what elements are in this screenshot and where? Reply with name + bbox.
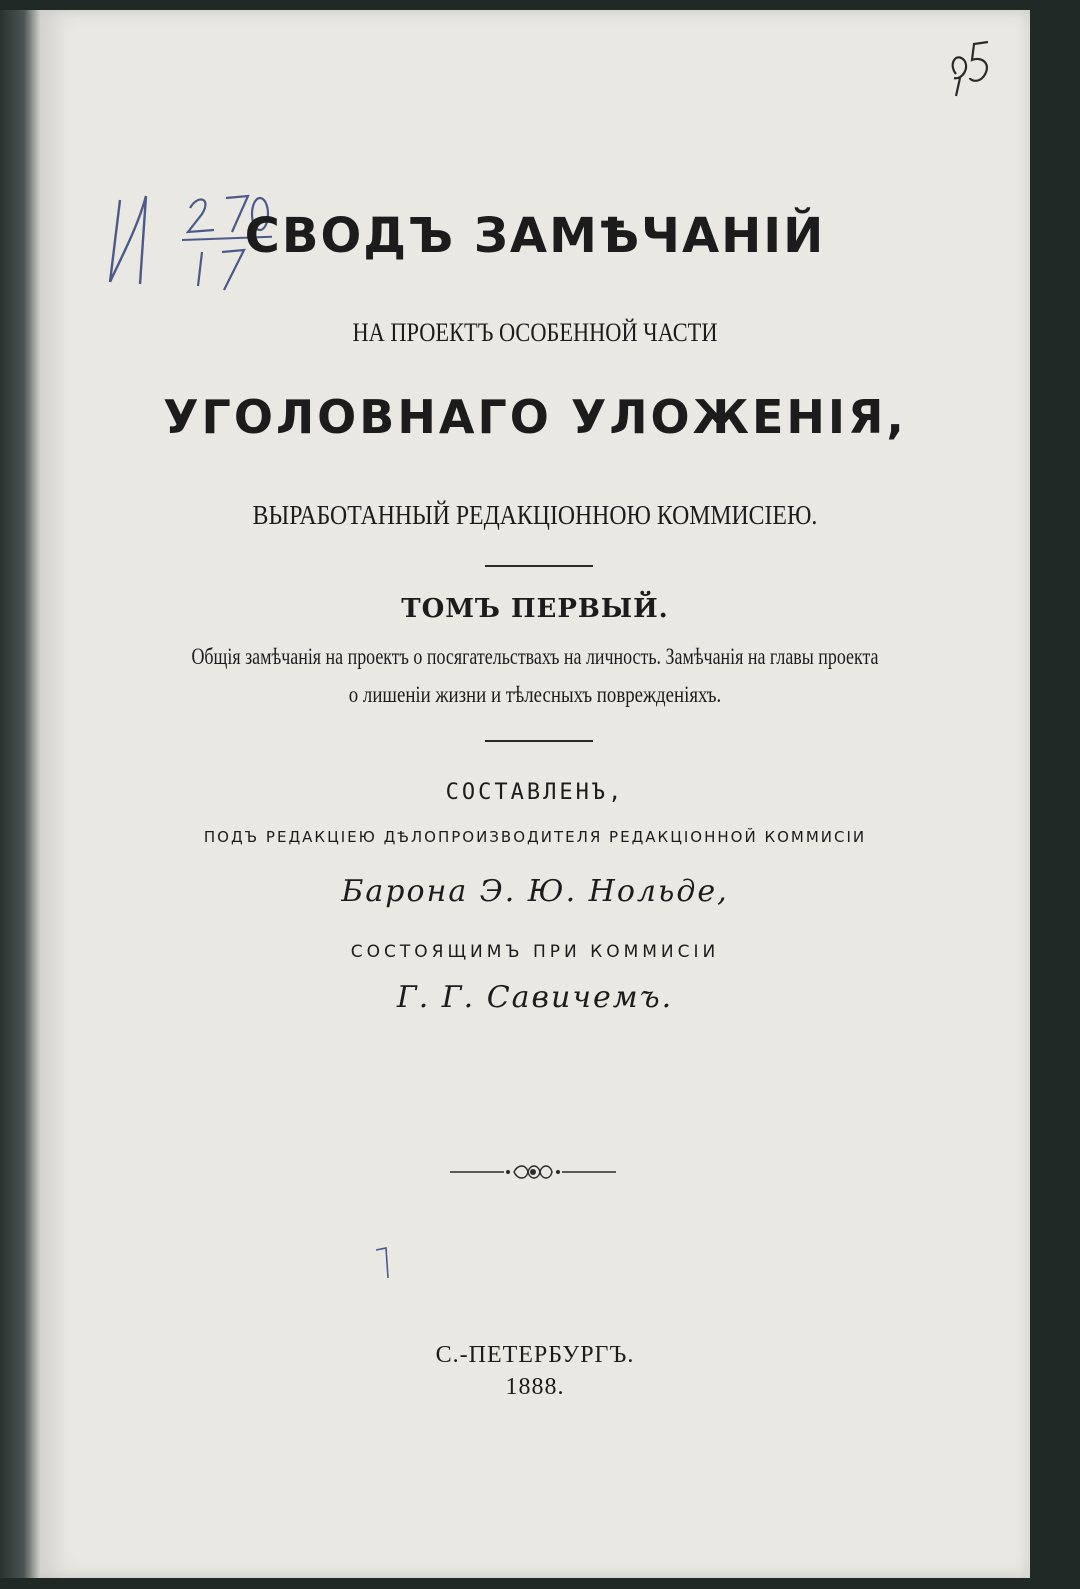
subtitle-line-1: НА ПРОЕКТЪ ОСОБЕННОЙ ЧАСТИ xyxy=(352,318,718,347)
associate-line: СОСТОЯЩИМЪ ПРИ КОММИСІИ xyxy=(350,942,720,962)
associate-name: Г. Г. Савичемъ. xyxy=(396,980,674,1015)
title-page xyxy=(40,10,1030,1578)
volume-description-line-2: о лишеніи жизни и тѣлесныхъ поврежденіяхъ. xyxy=(348,682,722,707)
book-gutter xyxy=(0,10,40,1578)
divider-rule xyxy=(485,740,593,742)
divider-rule xyxy=(485,565,593,567)
handwritten-page-number xyxy=(942,34,998,104)
subtitle-line-2: ВЫРАБОТАННЫЙ РЕДАКЦІОННОЮ КОММИСІЕЮ. xyxy=(252,500,818,530)
compiled-label: СОСТАВЛЕНЪ, xyxy=(445,780,625,805)
volume-label: ТОМЪ ПЕРВЫЙ. xyxy=(401,594,669,624)
ornament-divider-icon xyxy=(448,1162,618,1182)
imprint-year: 1888. xyxy=(505,1374,565,1400)
volume-description-line-1: Общія замѣчанія на проектъ о посягательствахъ на личность. Замѣчанія на главы проекта xyxy=(191,644,879,669)
editor-line: ПОДЪ РЕДАКЦІЕЮ ДѢЛОПРОИЗВОДИТЕЛЯ РЕДАКЦІОННОЙ КОММИСІИ xyxy=(203,828,867,846)
pencil-mark xyxy=(372,1244,396,1284)
imprint-city: С.-ПЕТЕРБУРГЪ. xyxy=(435,1342,635,1368)
main-title-line-2: УГОЛОВНАГО УЛОЖЕНІЯ, xyxy=(163,390,907,444)
editor-name: Барона Э. Ю. Нольде, xyxy=(341,874,729,909)
main-title: СВОДЪ ЗАМѢЧАНІЙ xyxy=(244,208,826,264)
